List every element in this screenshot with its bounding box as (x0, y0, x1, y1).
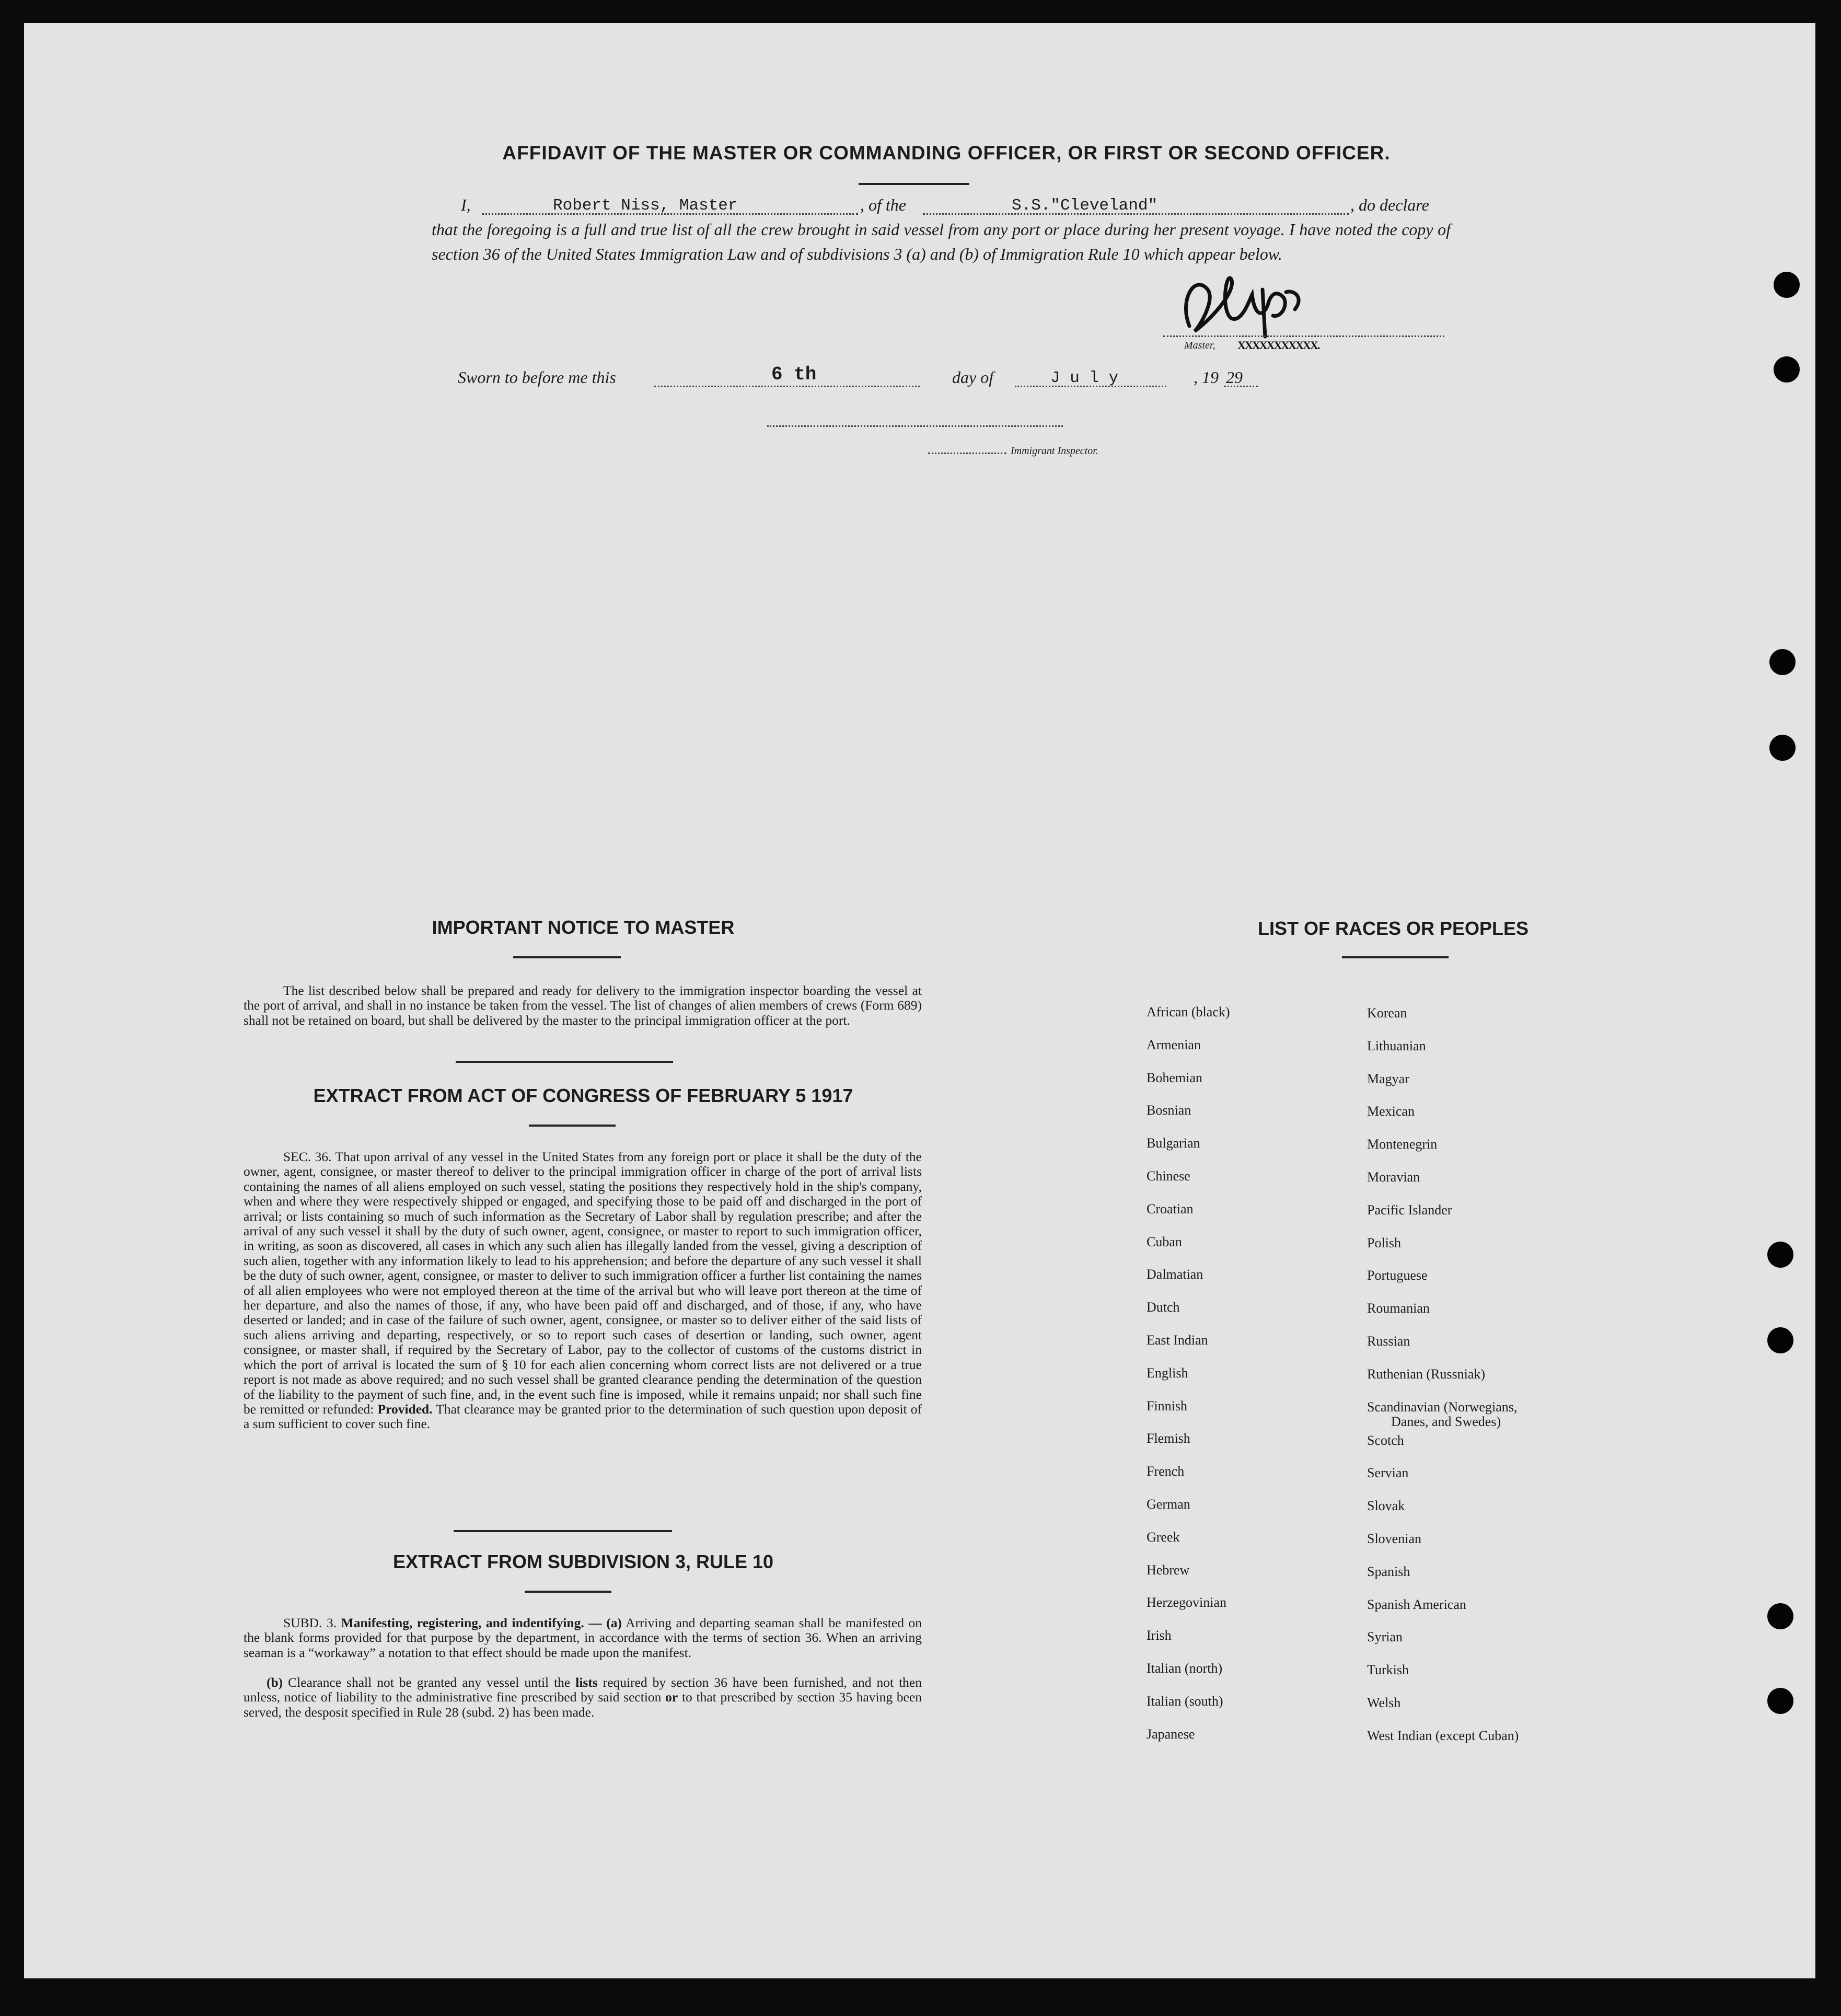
race-item: Syrian (1367, 1629, 1403, 1645)
race-item: Slovenian (1367, 1531, 1421, 1546)
race-item: Danes, and Swedes) (1391, 1413, 1501, 1429)
proviso-label: Provided. (377, 1401, 433, 1417)
race-item: Spanish (1367, 1563, 1410, 1579)
race-item: Bulgarian (1147, 1136, 1200, 1151)
document-page (24, 23, 1815, 1978)
subd-b-label: (b) (267, 1675, 283, 1690)
act-text (244, 1150, 922, 1432)
act-title: EXTRACT FROM ACT OF CONGRESS OF FEBRUARY 5 1917 (313, 1085, 853, 1106)
subd-lead: SUBD. 3. (283, 1615, 337, 1630)
race-item: Flemish (1147, 1431, 1190, 1446)
race-item: Spanish American (1367, 1596, 1466, 1612)
subd-b-part-1: Clearance shall not be granted any vessel until the (288, 1675, 571, 1690)
punch-hole (1769, 735, 1796, 761)
race-item: Ruthenian (Russniak) (1367, 1366, 1486, 1382)
sworn-day: 6 th (771, 364, 817, 385)
race-item: Mexican (1367, 1104, 1415, 1119)
year-suffix: 29 (1226, 368, 1243, 387)
subd-b-text (244, 1675, 922, 1720)
notice-rule (513, 956, 621, 958)
race-item: Montenegrin (1367, 1137, 1438, 1152)
race-item: Croatian (1147, 1201, 1194, 1216)
race-item: Scotch (1367, 1432, 1404, 1448)
day-of-text: day of (952, 368, 994, 387)
race-item: African (black) (1147, 1004, 1230, 1019)
race-item: Pacific Islander (1367, 1202, 1452, 1218)
rule-title: EXTRACT FROM SUBDIVISION 3, RULE 10 (392, 1551, 774, 1572)
notice-title: IMPORTANT NOTICE TO MASTER (432, 917, 735, 938)
race-item: East Indian (1147, 1333, 1208, 1348)
race-item: Scandinavian (Norwegians, (1367, 1399, 1518, 1415)
races-rule (1342, 956, 1449, 958)
subd-b-part-2: required by section 36 have been furnished, and not then unless, notice of liability to the administrative fine prescribed by said section (244, 1675, 922, 1705)
race-item: Moravian (1367, 1169, 1420, 1185)
subd-a-label: — (a) (588, 1615, 622, 1630)
race-item: Bosnian (1147, 1103, 1191, 1118)
proviso-text: That clearance may be granted prior to the determination of such question upon deposit of a sum sufficient to cover such fine. (244, 1401, 922, 1432)
sworn-lead: Sworn to before me this (458, 368, 616, 387)
punch-hole (1767, 1242, 1793, 1268)
rule-rule (525, 1591, 611, 1593)
race-item: West Indian (except Cuban) (1367, 1728, 1519, 1743)
race-item: Japanese (1147, 1726, 1195, 1742)
race-item: Herzegovinian (1147, 1595, 1227, 1611)
vessel-name: S.S."Cleveland" (1012, 196, 1158, 215)
race-item: Servian (1367, 1465, 1409, 1481)
race-item: Italian (south) (1147, 1693, 1223, 1709)
subd-a-body: Arriving and departing seaman shall be manifested on the blank forms provided for that purpose by the department, in accordance with the terms of section 36. When an arriving seaman is a “workaway” a notation to that effect should be made upon the manifest. (244, 1615, 922, 1660)
race-item: German (1147, 1497, 1190, 1512)
race-item: Russian (1367, 1334, 1410, 1349)
subd-a-text (244, 1616, 922, 1660)
race-item: Dutch (1147, 1300, 1180, 1315)
race-item: Dalmatian (1147, 1267, 1203, 1282)
race-item: Greek (1147, 1529, 1180, 1545)
punch-hole (1767, 1603, 1793, 1629)
notice-separator (456, 1061, 673, 1063)
affidavit-title: AFFIDAVIT OF THE MASTER OR COMMANDING OFFICER, OR FIRST OR SECOND OFFICER. (502, 142, 1391, 164)
signature-line (1163, 335, 1444, 337)
race-item: Irish (1147, 1628, 1172, 1643)
race-item: Slovak (1367, 1498, 1405, 1514)
punch-hole (1769, 649, 1796, 675)
punch-hole (1767, 1327, 1793, 1353)
punch-hole (1774, 356, 1800, 383)
race-item: English (1147, 1365, 1188, 1381)
day-line (654, 386, 920, 387)
race-item: Italian (north) (1147, 1661, 1223, 1676)
act-separator (454, 1530, 672, 1532)
subd-b-or: or (665, 1689, 678, 1705)
do-declare-text: , do declare (1350, 195, 1429, 214)
inspector-caption: Immigrant Inspector. (1011, 445, 1098, 457)
affidavit-body: that the foregoing is a full and true list of all the crew brought in said vessel from any port or place during her present voyage. I have noted the copy of section 36 of the United States Immigration Law and of subdivisions 3 (a) and (b) of Immigration Rule 10 which appear below. (432, 220, 1451, 263)
race-item: Cuban (1147, 1234, 1182, 1249)
subd-heading: Manifesting, registering, and indentifying. (341, 1615, 584, 1630)
race-item: Armenian (1147, 1037, 1201, 1052)
title-rule (859, 183, 969, 185)
race-item: Polish (1367, 1235, 1402, 1250)
sworn-month: J u l y (1050, 369, 1119, 387)
race-item: French (1147, 1464, 1185, 1479)
year-line (1224, 386, 1258, 387)
punch-hole (1767, 1688, 1793, 1714)
race-item: Magyar (1367, 1071, 1409, 1086)
notice-text: The list described below shall be prepared and ready for delivery to the immigration inspector boarding the vessel at the port of arrival, and shall in no instance be taken from the vessel. The list of changes of alien members of crews (Form 689) shall not be retained on board, but shall be delivered by the master to the principal immigration officer at the port. (244, 983, 922, 1028)
act-body: SEC. 36. That upon arrival of any vessel in the United States from any foreign port or place it shall be the duty of the owner, agent, consignee, or master thereof to deliver to the principal immigration officer in charge of the port of arrival lists containing the names of all aliens employed on such vessel, stating the positions they respectively hold in the ship's company, when and where they were respectively shipped or engaged, and specifying those to be paid off and discharged in the port of arrival; or lists containing so much of such information as the Secretary of Labor shall by regulation prescribe; and after the arrival of any such vessel it shall by the duty of such owner, agent, consignee, or master to report to such immigration officer, in writing, as soon as discovered, all cases in which any such alien has illegally landed from the vessel, giving a description of such alien, together with any information likely to lead to his apprehension; and before the departure of any such vessel it shall be the duty of such owner, agent, consignee, or master to deliver to such immigration officer a further list containing the names of all alien employees who were not employed thereon at the time of the arrival but who will leave port thereon at the time of her departure, and also the names of those, if any, who have been paid off and discharged, and of those, if any, who have deserted or landed; and in case of the failure of such owner, agent, consignee, or master so to deliver either of the said lists of such aliens arriving and departing, respectively, or so to report such cases of desertion or landing, such owner, agent consignee, or master shall, if required by the Secretary of Labor, pay to the collector of customs of the customs district in which the port of arrival is located the sum of § 10 for each alien concerning whom correct lists are not delivered or a true report is not made as above required; and no such vessel shall be granted clearance pending the determination of the question of the liability to the payment of such fine, and, in the event such fine is imposed, while it remains unpaid; nor shall such fine be remitted or refunded: (244, 1149, 922, 1417)
inspector-signature-line (767, 425, 1063, 427)
affidavit-lead: I, (461, 195, 471, 214)
race-item: Chinese (1147, 1168, 1190, 1184)
race-item: Lithuanian (1367, 1038, 1426, 1053)
subd-b-lists: lists (575, 1675, 598, 1690)
master-name: Robert Niss, Master (553, 196, 738, 215)
races-title: LIST OF RACES OR PEOPLES (1257, 918, 1529, 939)
race-item: Welsh (1367, 1695, 1401, 1710)
of-the-text: , of the (860, 195, 906, 214)
race-item: Finnish (1147, 1398, 1188, 1413)
signature-caption: Master, (1184, 340, 1215, 351)
race-item: Korean (1367, 1005, 1407, 1021)
year-lead: , 19 (1194, 368, 1219, 387)
act-rule (529, 1125, 616, 1127)
race-item: Turkish (1367, 1662, 1409, 1678)
struck-title: XXXXXXXXXXX. (1237, 339, 1319, 352)
punch-hole (1774, 272, 1800, 298)
race-item: Roumanian (1367, 1301, 1430, 1316)
race-item: Hebrew (1147, 1562, 1190, 1578)
race-item: Portuguese (1367, 1268, 1428, 1283)
race-item: Bohemian (1147, 1070, 1202, 1085)
subd-b-part-3: to that prescribed by section 35 having been served, the desposit specified in Rule 28 (subd. 2) has been made. (244, 1689, 922, 1720)
inspector-short-line (928, 453, 1006, 454)
